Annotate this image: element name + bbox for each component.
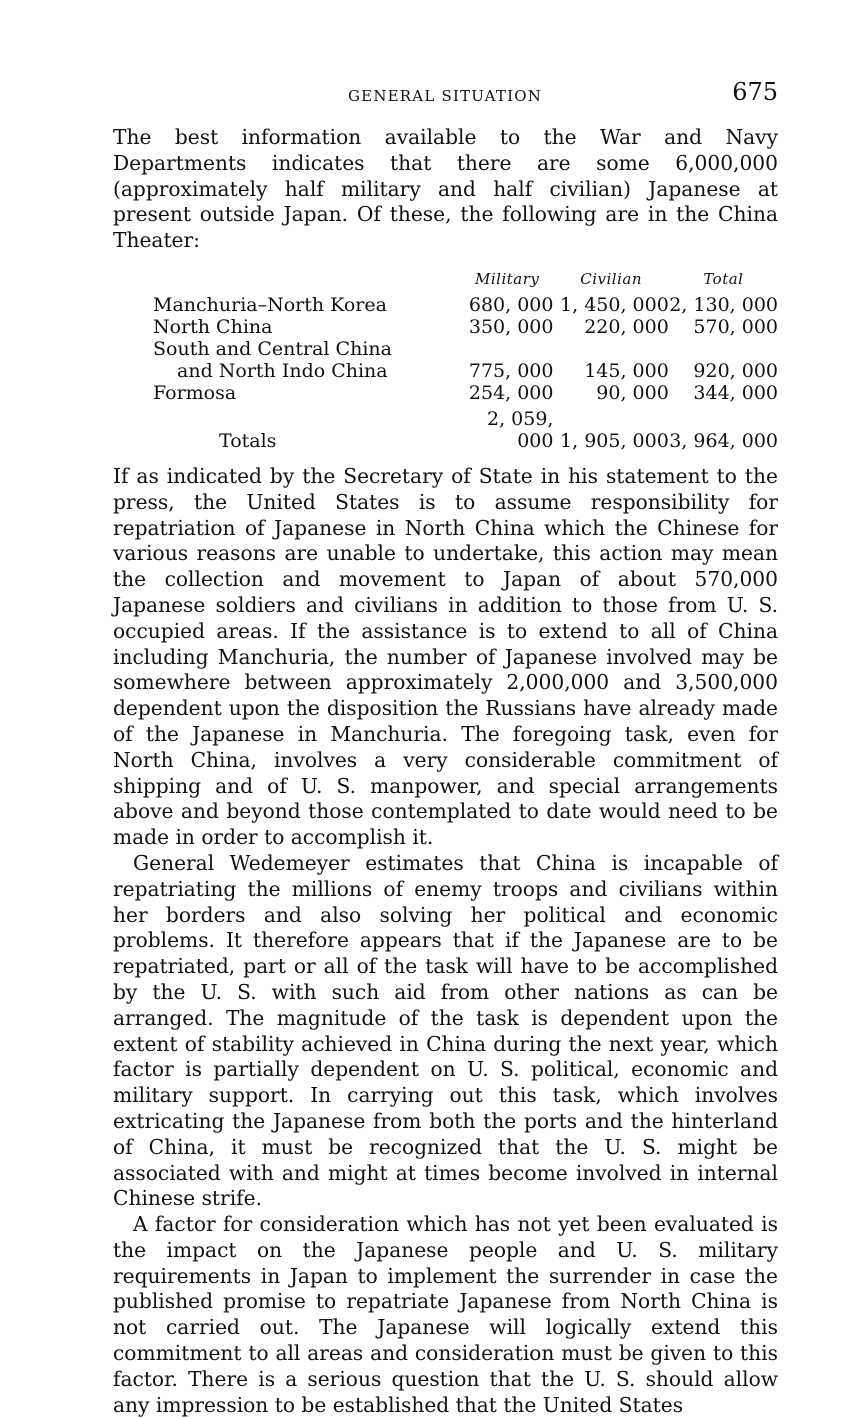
paragraph-repatriation: If as indicated by the Secretary of State in his statement to the press, the United States is to assume responsibility for repatriation of Japanese in North China which the Chinese for various reasons are unable to undertake, this action may mean the collection and movement to Japan of about 570,000 Japanese soldiers and civilians in addition to those from U. S. occupied areas. If the assistance is to extend to all of China including Manchuria, the number of Japanese involved may be somewhere between approximately 2,000,000 and 3,500,000 dependent upon the disposition the Russians have already made of the Japanese in Manchuria. The foregoing task, even for North China, involves a very considerable commitment of shipping and of U. S. manpower, and special arrangements above and beyond those contemplated to date would need to be made in order to accomplish it. — [113, 463, 778, 850]
page-number: 675 — [732, 78, 778, 106]
military-cell: 680, 000 — [468, 293, 554, 316]
intro-paragraph: The best information available to the War and Navy Departments indicates that there are some 6,000,000 (approximately half military and half civilian) Japanese at present outside Japan. Of these, the following are in the China Theater: — [113, 125, 778, 253]
header-civilian: Civilian — [580, 269, 643, 288]
military-cell: 254, 000 — [468, 381, 554, 404]
total-cell: 344, 000 — [693, 381, 778, 404]
header-military: Military — [475, 269, 540, 288]
total-cell: 920, 000 — [693, 359, 778, 382]
totals-label: Totals — [219, 429, 277, 452]
running-title: GENERAL SITUATION — [348, 87, 543, 105]
region-cell: North China — [153, 315, 273, 338]
total-cell: 570, 000 — [693, 315, 778, 338]
table-header-row — [153, 268, 778, 294]
region-cell: Manchuria–North Korea — [153, 293, 387, 316]
header-region — [153, 268, 461, 294]
running-header — [113, 78, 778, 112]
table-row — [153, 360, 778, 382]
region-cell: South and Central China — [153, 337, 392, 360]
totals-civilian: 1, 905, 000 — [560, 429, 669, 452]
civilian-cell: 220, 000 — [584, 315, 669, 338]
region-cell: Formosa — [153, 381, 237, 404]
civilian-cell: 145, 000 — [584, 359, 669, 382]
paragraph-wedemeyer: General Wedemeyer estimates that China is incapable of repatriating the millions of enemy troops and civilians within her borders and also solving her political and economic problems. It therefore appears that if the Japanese are to be repatriated, part or all of the task will have to be accomplished by the U. S. with such aid from other nations as can be arranged. The magnitude of the task is dependent upon the extent of stability achieved in China during the next year, which factor is partially dependent on U. S. political, economic and military support. In carrying out this task, which involves extricating the Japanese from both the ports and the hinterland of China, it must be recognized that the U. S. might be associated with and might at times become involved in internal Chinese strife. — [113, 850, 778, 1211]
header-total: Total — [703, 269, 744, 288]
totals-military: 2, 059, 000 — [487, 407, 554, 452]
total-cell — [669, 338, 778, 360]
table-row — [153, 294, 778, 316]
region-cell: and North Indo China — [177, 359, 388, 382]
table-row — [153, 382, 778, 404]
civilian-cell: 90, 000 — [596, 381, 669, 404]
totals-total: 3, 964, 000 — [669, 429, 778, 452]
civilian-cell — [553, 338, 668, 360]
japanese-population-table — [153, 268, 778, 452]
table-row — [153, 338, 778, 360]
total-cell: 2, 130, 000 — [669, 293, 778, 316]
military-cell: 775, 000 — [468, 359, 554, 382]
military-cell — [461, 338, 554, 360]
paragraph-factor: A factor for consideration which has not yet been evaluated is the impact on the Japanese people and U. S. military requirements in Japan to implement the surrender in case the published promise to repatriate Japanese from North China is not carried out. The Japanese will logically extend this commitment to all areas and consideration must be given to this factor. There is a serious question that the U. S. should allow any impression to be established that the United States — [113, 1212, 778, 1417]
body-text — [113, 125, 778, 1418]
military-cell: 350, 000 — [468, 315, 554, 338]
totals-row — [153, 404, 778, 452]
civilian-cell: 1, 450, 000 — [560, 293, 669, 316]
table-row — [153, 316, 778, 338]
